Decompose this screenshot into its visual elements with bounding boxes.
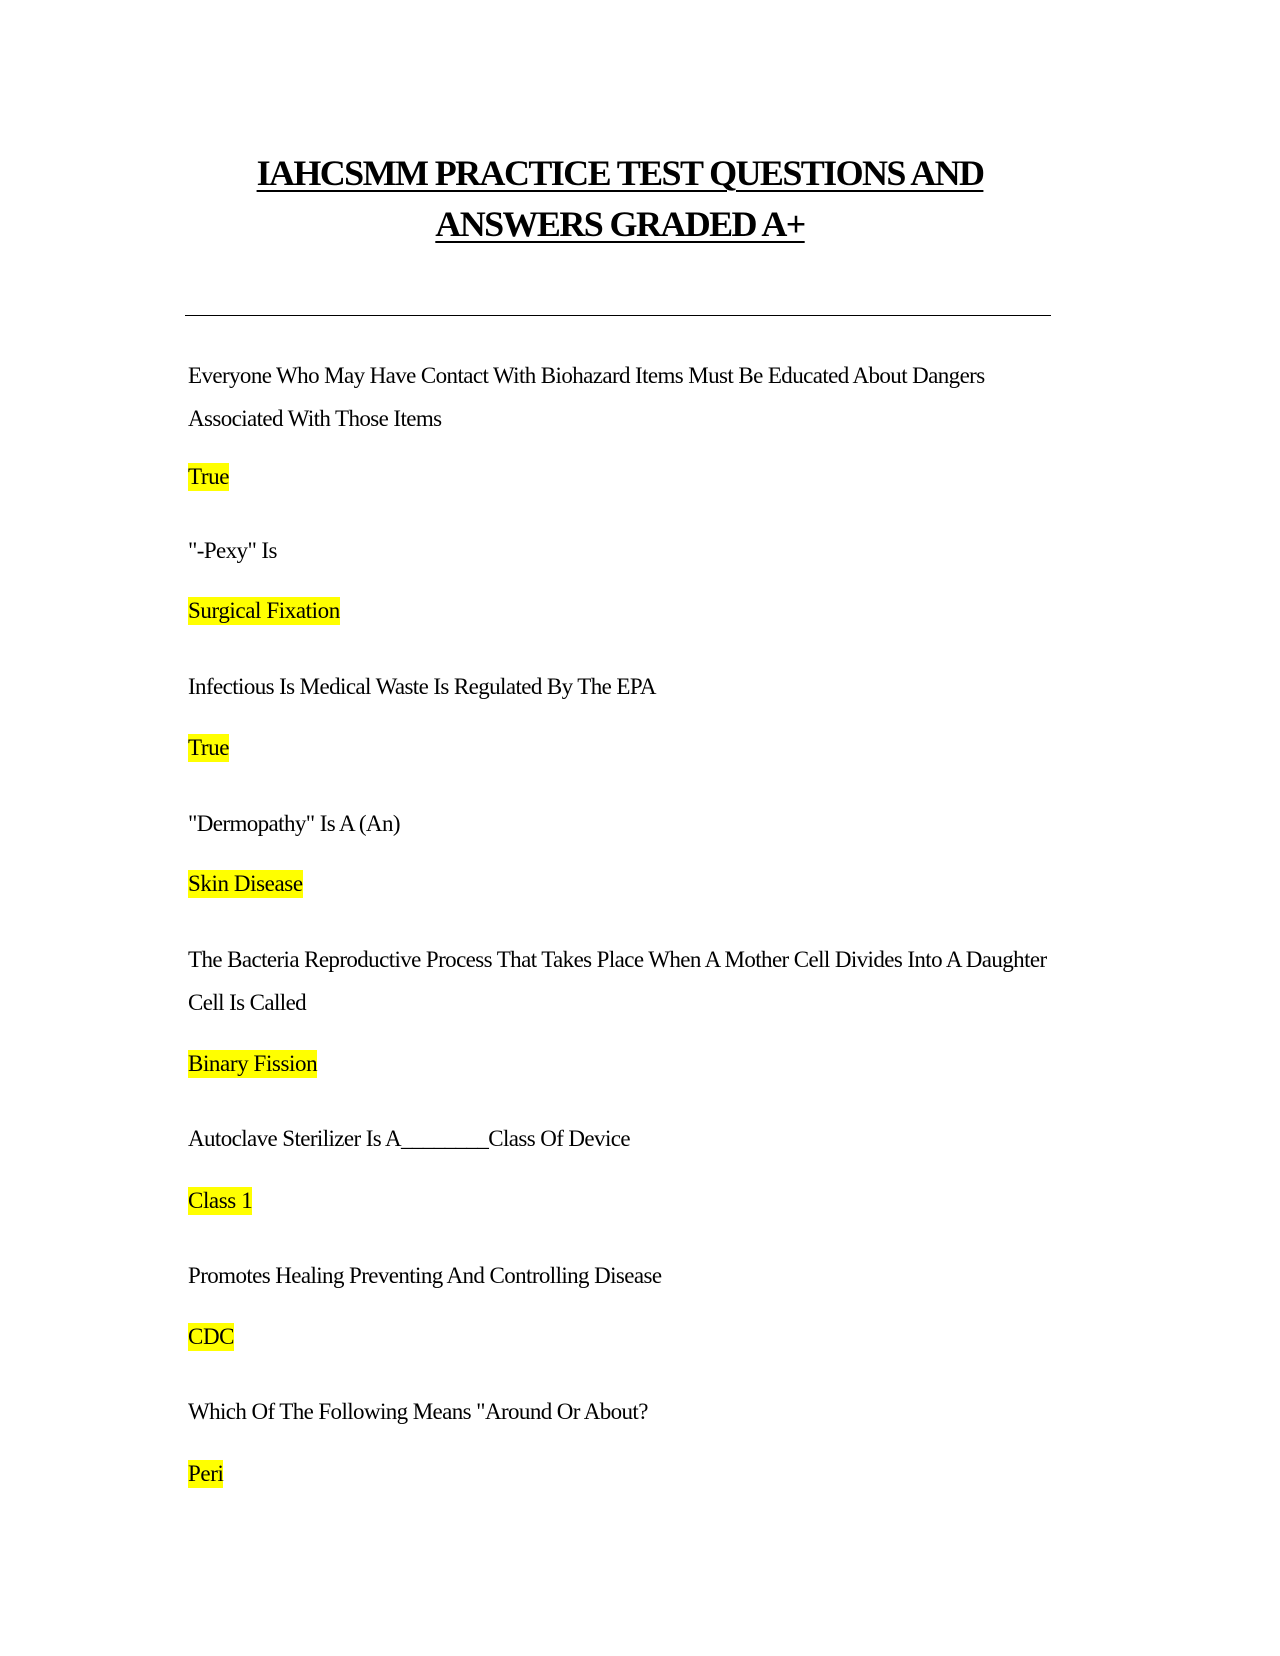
question-text: The Bacteria Reproductive Process That Takes Place When A Mother Cell Divides Into A Daughter Cell Is Called: [188, 947, 1047, 1015]
title-divider: [185, 315, 1051, 316]
question-text: "Dermopathy" Is A (An): [188, 811, 400, 836]
answer-text: Surgical Fixation: [188, 598, 340, 623]
answer-text: Binary Fission: [188, 1051, 318, 1076]
answer-highlight: [188, 733, 229, 763]
answer-highlight: [188, 596, 340, 626]
document-title: [160, 148, 1080, 250]
answer-text: True: [188, 735, 230, 760]
document-title-line-1: IAHCSMM PRACTICE TEST QUESTIONS AND: [256, 153, 984, 193]
question-text: "-Pexy" Is: [188, 538, 277, 563]
answer-highlight: [188, 1459, 223, 1489]
answer-text: Peri: [188, 1461, 224, 1486]
answer-text: CDC: [188, 1324, 235, 1349]
question-text: Autoclave Sterilizer Is A________Class Of Device: [188, 1126, 630, 1151]
answer-text: Skin Disease: [188, 871, 303, 896]
question-text: Promotes Healing Preventing And Controlling Disease: [188, 1263, 662, 1288]
answer-text: True: [188, 464, 230, 489]
answer-text: Class 1: [188, 1188, 253, 1213]
answer-highlight: [188, 869, 303, 899]
answer-highlight: [188, 1322, 234, 1352]
question-text: Everyone Who May Have Contact With Biohazard Items Must Be Educated About Dangers Associated With Those Items: [188, 363, 985, 431]
answer-highlight: [188, 462, 229, 492]
question-text: Infectious Is Medical Waste Is Regulated By The EPA: [188, 674, 656, 699]
answer-highlight: [188, 1186, 252, 1216]
question-text: Which Of The Following Means "Around Or About?: [188, 1399, 648, 1424]
answer-highlight: [188, 1049, 317, 1079]
document-title-line-2: ANSWERS GRADED A+: [435, 204, 805, 244]
